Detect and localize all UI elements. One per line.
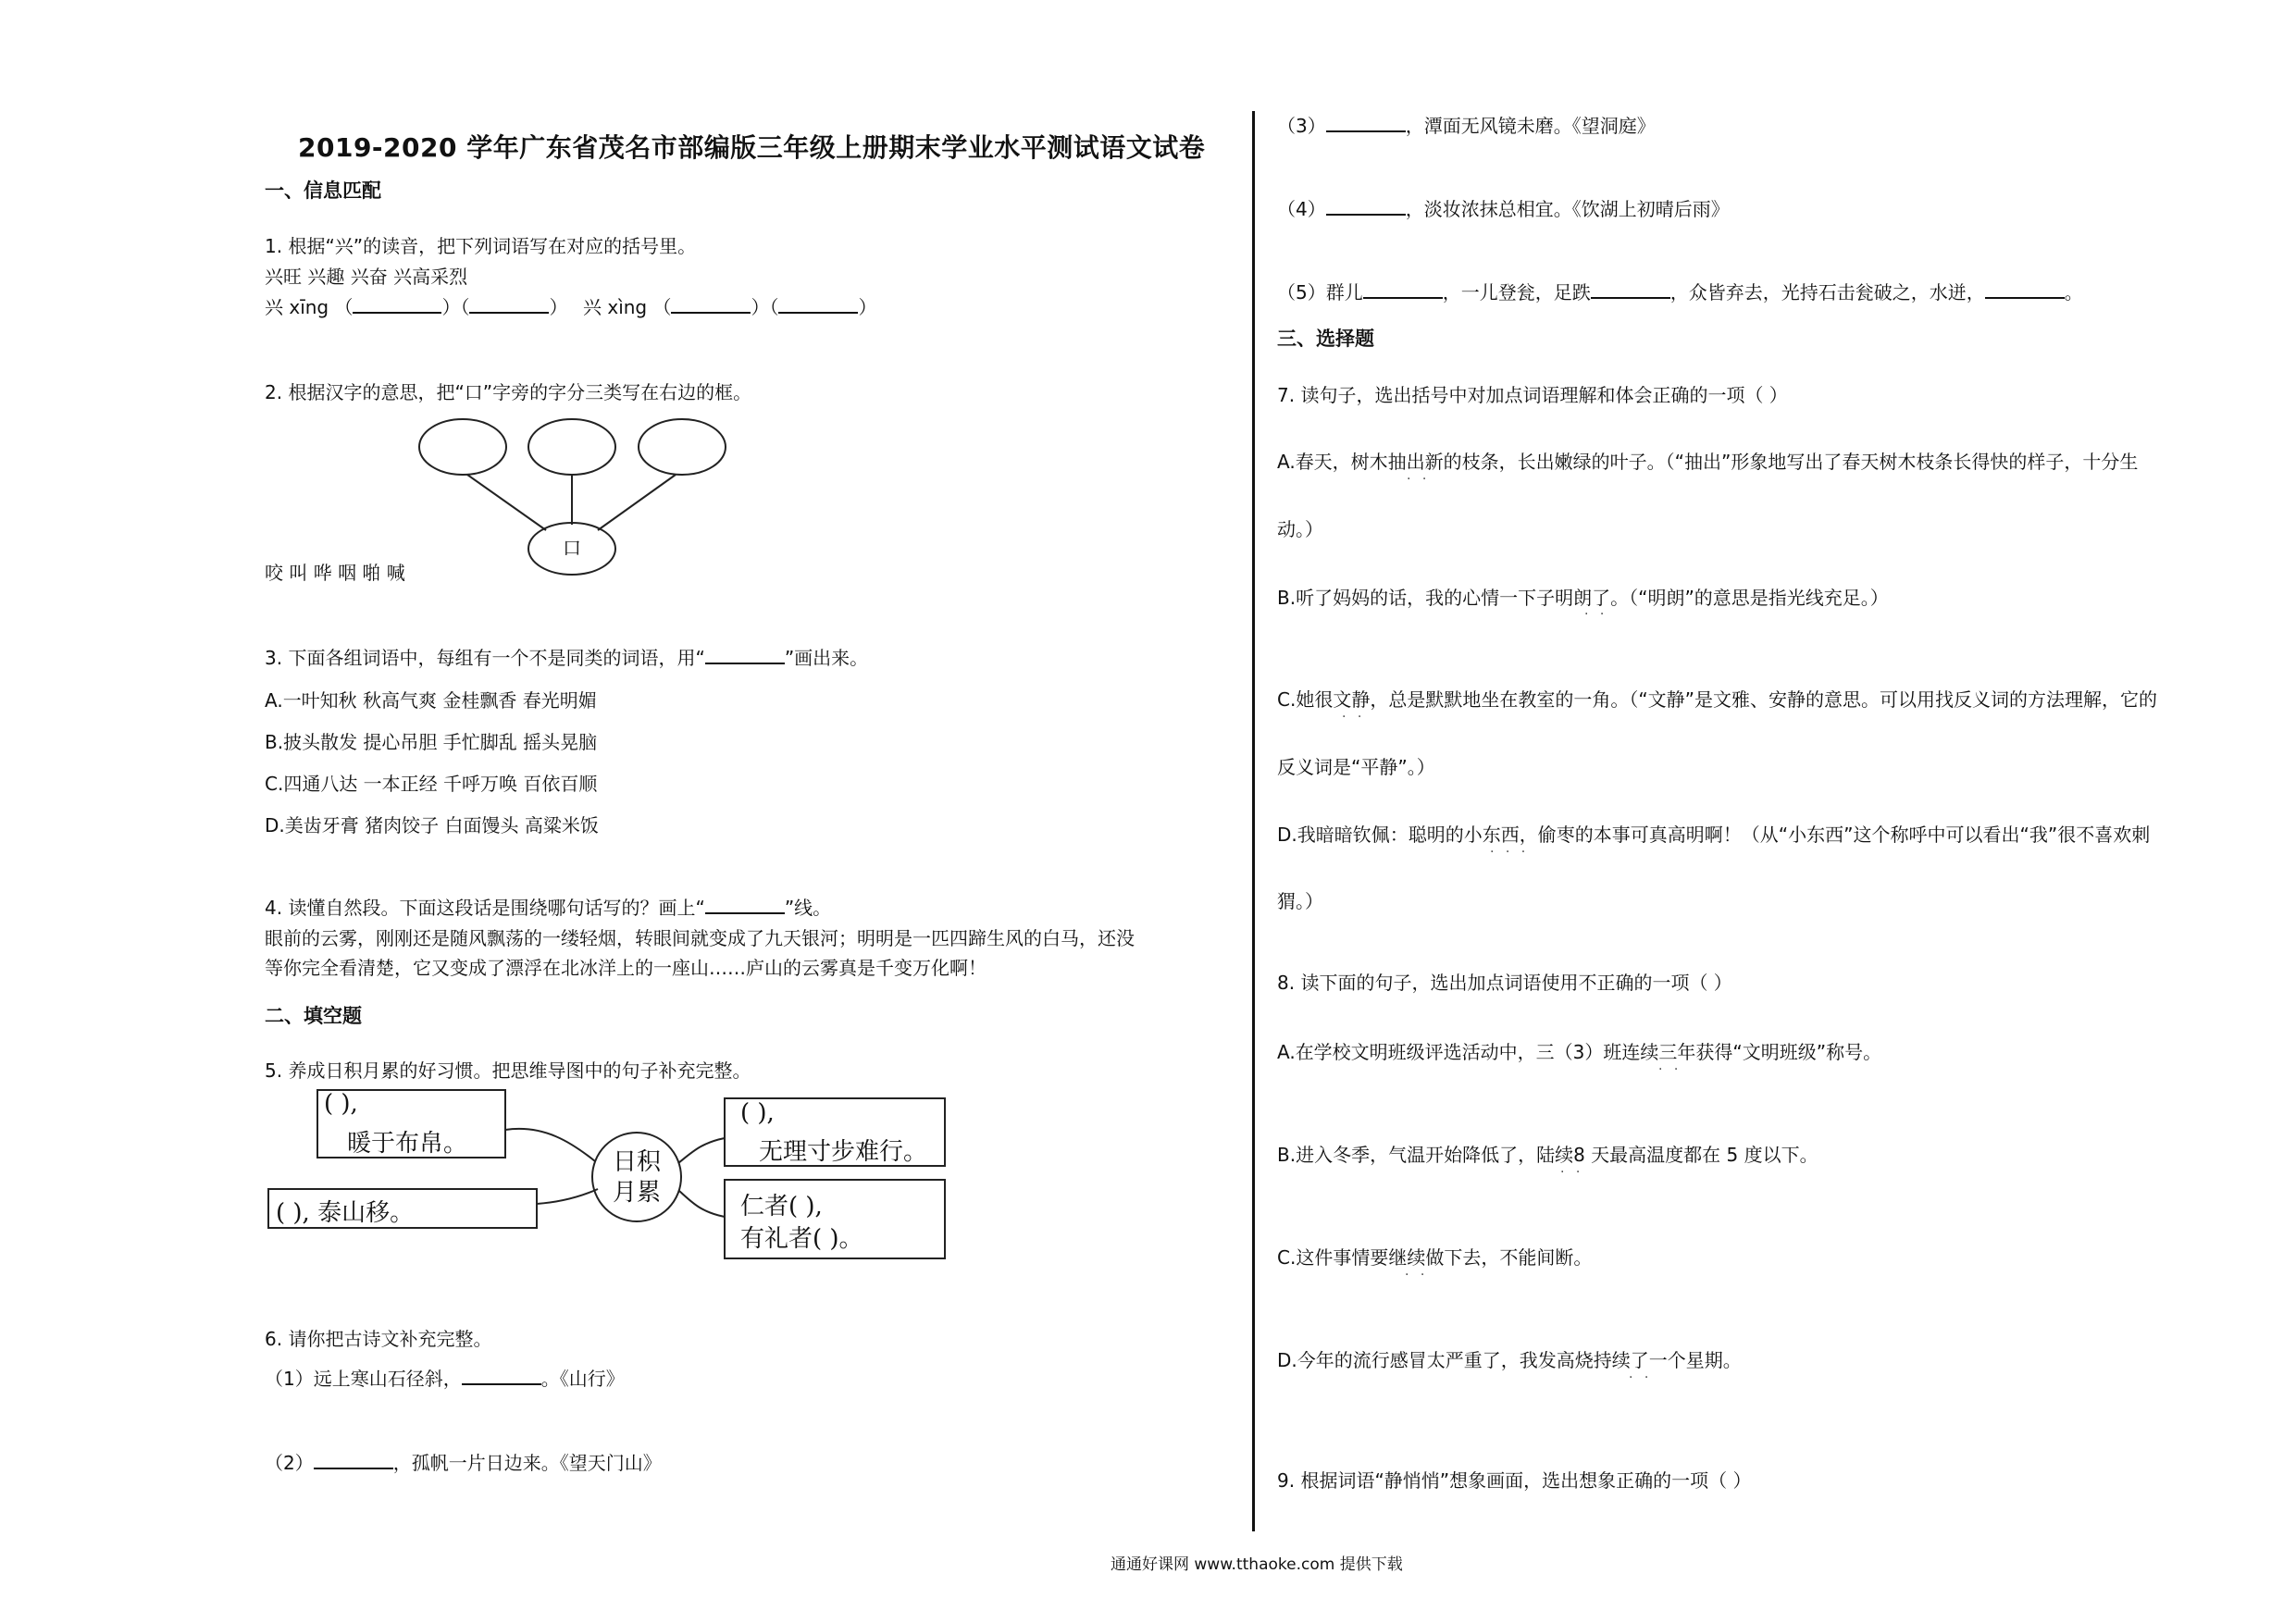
box1-line1: ( ), — [324, 1090, 358, 1118]
section-heading-3: 三、选择题 — [1277, 328, 1374, 350]
q6-l5-a: （5）群儿 — [1277, 281, 1363, 304]
q6-prompt: 6. 请你把古诗文补充完整。 — [265, 1328, 492, 1350]
q3-prompt-a: 3. 下面各组词语中，每组有一个不是同类的词语，用“ — [265, 647, 705, 669]
category-oval-3[interactable] — [639, 419, 726, 475]
q7-option-c-line2: 反义词是“平静”。） — [1277, 756, 1435, 778]
q3-option-b[interactable]: B.披头散发 提心吊胆 手忙脚乱 摇头晃脑 — [265, 731, 598, 753]
q1-line-xing4 — [583, 294, 876, 320]
q3-option-c[interactable]: C.四通八达 一本正经 千呼万唤 百依百顺 — [265, 773, 598, 795]
page-footer: 通通好课网 www.tthaoke.com 提供下载 — [1111, 1555, 1403, 1574]
q7-prompt: 7. 读句子，选出括号中对加点词语理解和体会正确的一项（ ） — [1277, 384, 1788, 406]
paren: ）（ — [441, 296, 470, 318]
section-heading-2: 二、填空题 — [265, 1005, 362, 1027]
q1-label-xing4: 兴 xìng （ — [583, 296, 672, 318]
q4-prompt — [265, 895, 831, 921]
q8-prompt: 8. 读下面的句子，选出加点词语使用不正确的一项（ ） — [1277, 972, 1732, 994]
q4-paragraph-line-2: 等你完全看清楚，它又变成了漂浮在北冰洋上的一座山……庐山的云雾真是千变万化啊！ — [265, 957, 987, 979]
q6-line-2 — [265, 1450, 662, 1476]
q6-l4-b: ，淡妆浓抹总相宜。《饮湖上初晴后雨》 — [1405, 198, 1730, 220]
q6-l5-b: ，一儿登瓮，足跌 — [1442, 281, 1591, 304]
section-heading-1: 一、信息匹配 — [265, 180, 381, 202]
q6-l2-a: （2） — [265, 1452, 314, 1474]
q4-prompt-b: ”线。 — [784, 897, 832, 919]
q7-option-c-line1[interactable]: C.她很文静，总是默默地坐在教室的一角。（“文静”是文雅、安静的意思。可以用找反义词的方法理解，它的 — [1277, 688, 2158, 711]
q7-option-b[interactable]: B.听了妈妈的话，我的心情一下子明朗了。（“明朗”的意思是指光线充足。） — [1277, 587, 1889, 609]
q6-l1-a: （1）远上寒山石径斜， — [265, 1368, 462, 1390]
q1-words: 兴旺 兴趣 兴奋 兴高采烈 — [265, 266, 468, 288]
emphasis-dots: · · · — [1490, 845, 1530, 860]
answer-blank[interactable] — [1985, 280, 2065, 299]
paren: ） — [549, 296, 568, 318]
answer-blank[interactable] — [462, 1367, 541, 1385]
box2-line1: ( ), — [740, 1099, 775, 1127]
category-oval-1[interactable] — [419, 419, 506, 475]
answer-blank[interactable] — [1363, 280, 1443, 299]
answer-blank[interactable] — [469, 295, 549, 314]
paren: ）（ — [751, 296, 779, 318]
line-sample — [705, 896, 785, 914]
q6-line-1 — [265, 1366, 625, 1392]
q8-option-a[interactable]: A.在学校文明班级评选活动中，三（3）班连续三年获得“文明班级”称号。 — [1277, 1041, 1882, 1063]
q4-prompt-a: 4. 读懂自然段。下面这段话是围绕哪句话写的？画上“ — [265, 897, 705, 919]
q3-prompt-b: ”画出来。 — [784, 647, 869, 669]
answer-blank[interactable] — [778, 295, 858, 314]
line-sample — [705, 646, 785, 664]
answer-blank[interactable] — [353, 295, 441, 314]
q7-option-a-line2: 动。） — [1277, 518, 1323, 540]
q5-prompt: 5. 养成日积月累的好习惯。把思维导图中的句子补充完整。 — [265, 1059, 751, 1082]
column-divider — [1252, 111, 1255, 1531]
emphasis-dots: · · — [1629, 1370, 1653, 1385]
q8-option-c[interactable]: C.这件事情要继续做下去，不能间断。 — [1277, 1246, 1593, 1269]
q2-prompt: 2. 根据汉字的意思，把“口”字旁的字分三类写在右边的框。 — [265, 381, 752, 403]
box2-line2: 无理寸步难行。 — [759, 1138, 928, 1166]
box3-text: ( ), 泰山移。 — [276, 1199, 415, 1227]
q1-prompt: 1. 根据“兴”的读音，把下列词语写在对应的括号里。 — [265, 235, 697, 257]
q6-l3-b: ，潭面无风镜未磨。《望洞庭》 — [1405, 115, 1656, 137]
mind-map-center-line2: 月累 — [613, 1179, 662, 1207]
answer-blank[interactable] — [1326, 114, 1406, 132]
answer-blank[interactable] — [1326, 197, 1406, 216]
answer-blank[interactable] — [1591, 280, 1670, 299]
q4-paragraph-line-1: 眼前的云雾，刚刚还是随风飘荡的一缕轻烟，转眼间就变成了九天银河；明明是一匹四蹄生风的白马，还没 — [265, 927, 1135, 949]
q8-option-d[interactable]: D.今年的流行感冒太严重了，我发高烧持续了一个星期。 — [1277, 1349, 1742, 1371]
q6-line-3 — [1277, 113, 1656, 139]
q1-line-xing1 — [265, 294, 567, 320]
box1-line2: 暖于布帛。 — [347, 1130, 468, 1158]
emphasis-dots: · · — [1407, 472, 1431, 487]
paren: ） — [858, 296, 877, 318]
q2-center-char: 口 — [563, 537, 581, 559]
answer-blank[interactable] — [671, 295, 751, 314]
q7-option-d-line1[interactable]: D.我暗暗钦佩：聪明的小东西，偷枣的本事可真高明啊！（从“小东西”这个称呼中可以看出“我”很不喜欢刺 — [1277, 824, 2151, 846]
q6-l1-b: 。《山行》 — [540, 1368, 625, 1390]
q7-option-a-line1[interactable]: A.春天，树木抽出新的枝条，长出嫩绿的叶子。（“抽出”形象地写出了春天树木枝条长得快的样子，十分生 — [1277, 451, 2139, 473]
category-oval-2[interactable] — [528, 419, 615, 475]
q2-chars: 咬 叫 哗 咽 啪 喊 — [265, 562, 405, 584]
emphasis-dots: · · — [1342, 710, 1366, 725]
q3-option-d[interactable]: D.美齿牙膏 猪肉饺子 白面馒头 高粱米饭 — [265, 814, 599, 836]
emphasis-dots: · · — [1658, 1062, 1682, 1077]
box4-line2: 有礼者( )。 — [740, 1225, 863, 1253]
emphasis-dots: · · — [1405, 1268, 1429, 1282]
box4-line1: 仁者( ), — [740, 1193, 823, 1220]
q3-prompt — [265, 645, 868, 671]
q6-line-5 — [1277, 279, 2083, 305]
q6-l3-a: （3） — [1277, 115, 1326, 137]
q6-l5-d: 。 — [2064, 281, 2083, 304]
page-title: 2019-2020 学年广东省茂名市部编版三年级上册期末学业水平测试语文试卷 — [298, 132, 1206, 163]
q1-label-xing1: 兴 xīng （ — [265, 296, 354, 318]
q6-l2-b: ，孤帆一片日边来。《望天门山》 — [392, 1452, 662, 1474]
q6-l4-a: （4） — [1277, 198, 1326, 220]
emphasis-dots: · · — [1560, 1165, 1584, 1180]
mind-map-center-line1: 日积 — [613, 1148, 662, 1176]
q7-option-d-line2: 猬。） — [1277, 890, 1323, 912]
answer-blank[interactable] — [314, 1451, 393, 1469]
q9-prompt: 9. 根据词语“静悄悄”想象画面，选出想象正确的一项（ ） — [1277, 1469, 1752, 1492]
emphasis-dots: · · — [1584, 607, 1608, 622]
q6-l5-c: ，众皆弃去，光持石击瓮破之，水迸， — [1669, 281, 1985, 304]
q6-line-4 — [1277, 196, 1730, 222]
q8-option-b[interactable]: B.进入冬季，气温开始降低了，陆续8 天最高温度都在 5 度以下。 — [1277, 1144, 1818, 1166]
q3-option-a[interactable]: A.一叶知秋 秋高气爽 金桂飘香 春光明媚 — [265, 689, 597, 712]
